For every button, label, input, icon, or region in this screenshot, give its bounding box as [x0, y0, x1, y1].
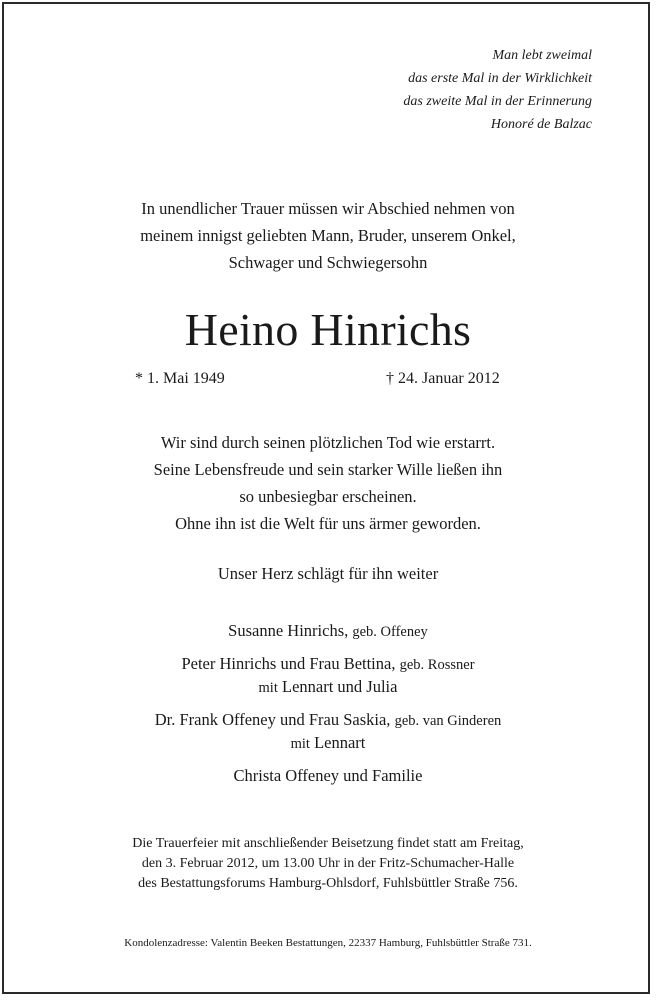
- mourner-entry: [0, 709, 656, 732]
- ceremony-line: des Bestattungsforums Hamburg-Ohlsdorf, Fuhlsbüttler Straße 756.: [138, 876, 518, 891]
- deceased-name: Heino Hinrichs: [184, 304, 472, 355]
- mourner-maiden-name: geb. Offeney: [352, 624, 428, 640]
- message-line: Wir sind durch seinen plötzlichen Tod wie erstarrt.: [160, 433, 496, 452]
- mourner-children: [0, 732, 656, 755]
- quote-line: das erste Mal in der Wirklichkeit: [408, 71, 592, 86]
- mourner-name: Peter Hinrichs und Frau Bettina,: [181, 654, 396, 673]
- motto: Unser Herz schlägt für ihn weiter: [217, 564, 439, 583]
- children-names: Lennart: [314, 733, 366, 752]
- mourner-name: Christa Offeney und Familie: [233, 766, 423, 785]
- mourner-entry: [0, 620, 656, 643]
- children-prefix: mit: [258, 680, 278, 696]
- intro-line: meinem innigst geliebten Mann, Bruder, unserem Onkel,: [140, 226, 516, 245]
- birth-date: * 1. Mai 1949: [135, 370, 225, 387]
- ceremony-info: [0, 834, 656, 894]
- message-line: so unbesiegbar erscheinen.: [239, 487, 417, 506]
- condolence-address: Kondolenzadresse: Valentin Beeken Bestattungen, 22337 Hamburg, Fuhlsbüttler Straße 731.: [124, 937, 532, 949]
- mourner-maiden-name: geb. van Ginderen: [394, 713, 502, 729]
- children-names: Lennart und Julia: [282, 677, 398, 696]
- mourners-list: [0, 620, 656, 787]
- intro-line: In unendlicher Trauer müssen wir Abschied nehmen von: [141, 199, 515, 218]
- quote-line: das zweite Mal in der Erinnerung: [403, 94, 592, 109]
- mourner-name: Susanne Hinrichs,: [228, 621, 349, 640]
- mourner-maiden-name: geb. Rossner: [399, 657, 475, 673]
- mourner-children: [0, 676, 656, 699]
- quote-line: Man lebt zweimal: [492, 48, 592, 63]
- children-prefix: mit: [290, 736, 310, 752]
- intro-line: Schwager und Schwiegersohn: [228, 253, 428, 272]
- mourner-entry: [0, 653, 656, 676]
- mourner-name: Dr. Frank Offeney und Frau Saskia,: [154, 710, 391, 729]
- epigraph-quote: [403, 44, 592, 136]
- ceremony-line: Die Trauerfeier mit anschließender Beisetzung findet statt am Freitag,: [132, 836, 524, 851]
- quote-author: Honoré de Balzac: [490, 117, 592, 132]
- mourning-message: [0, 429, 656, 537]
- message-line: Ohne ihn ist die Welt für uns ärmer geworden.: [175, 514, 481, 533]
- intro-text: [0, 195, 656, 276]
- mourner-entry: [0, 765, 656, 787]
- message-line: Seine Lebensfreude und sein starker Wille ließen ihn: [153, 460, 503, 479]
- death-date: † 24. Januar 2012: [386, 370, 500, 387]
- ceremony-line: den 3. Februar 2012, um 13.00 Uhr in der Fritz-Schumacher-Halle: [141, 856, 515, 871]
